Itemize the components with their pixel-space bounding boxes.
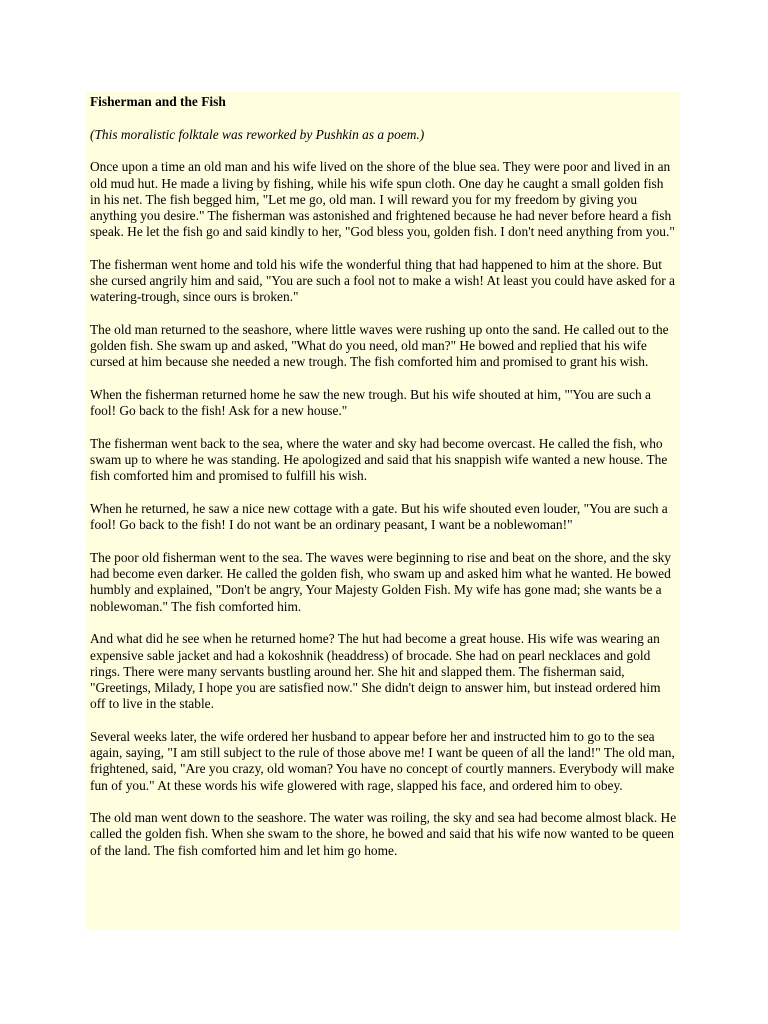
story-paragraph-8: And what did he see when he returned home? The hut had become a great house. His wife was wearing an expensive sable jacket and had a kokoshnik (headdress) of brocade. She had on pearl necklaces and gold rings. There were many servants bustling around her. She hit and slapped them. The fisherman said, "Greetings, Milady, I hope you are satisfied now." She didn't deign to answer him, but instead ordered him off to live in the stable. [90, 631, 661, 712]
story-paragraph-1: Once upon a time an old man and his wife lived on the shore of the blue sea. They were poor and lived in an old mud hut. He made a living by fishing, while his wife spun cloth. One day he caught a small golden fish in his net. The fish begged him, "Let me go, old man. I will reward you for my freedom by giving you anything you desire." The fisherman was astonished and frightened because he had never before heard a fish speak. He let the fish go and said kindly to her, "God bless you, golden fish. I don't need anything from you." [90, 159, 675, 240]
story-paragraph-6: When he returned, he saw a nice new cottage with a gate. But his wife shouted even louder, "You are such a fool! Go back to the fish! I do not want be an ordinary peasant, I want be a noblewoman!" [90, 501, 668, 533]
story-paragraph-2: The fisherman went home and told his wife the wonderful thing that had happened to him at the shore. But she cursed angrily him and said, "You are such a fool not to make a wish! At least you could have asked for a watering-trough, since ours is broken." [90, 256, 675, 305]
story-paragraph-5: The fisherman went back to the sea, where the water and sky had become overcast. He called the fish, who swam up to where he was standing. He apologized and said that his snappish wife wanted a new house. The fish comforted him and promised to fulfill his wish. [90, 436, 668, 484]
story-paragraph-4: When the fisherman returned home he saw the new trough. But his wife shouted at him, "'You are such a fool! Go back to the fish! Ask for a new house." [90, 387, 651, 419]
story-paragraph-7: The poor old fisherman went to the sea. The waves were beginning to rise and beat on the shore, and the sky had become even darker. He called the golden fish, who swam up and asked him what he wanted. He bowed humbly and explained, "Don't be angry, Your Majesty Golden Fish. My wife has gone mad; she wants be a noblewoman." The fish comforted him. [90, 550, 671, 614]
story-note: (This moralistic folktale was reworked by Pushkin as a poem.) [90, 127, 425, 143]
story-container [86, 92, 680, 930]
story-paragraph-10: The old man went down to the seashore. The water was roiling, the sky and sea had become almost black. He called the golden fish. When she swam to the shore, he bowed and said that his wife now wanted to be queen of the land. The fish comforted him and let him go home. [90, 810, 677, 858]
story-paragraph-9: Several weeks later, the wife ordered her husband to appear before her and instructed him to go to the sea again, saying, "I am still subject to the rule of those above me! I want be queen of all the land!" The old man, frightened, said, "Are you crazy, old woman? You have no concept of courtly manners. Everybody will make fun of you." At these words his wife glowered with rage, slapped his face, and ordered him to obey. [90, 728, 675, 793]
story-paragraph-3: The old man returned to the seashore, where little waves were rushing up onto the sand. He called out to the golden fish. She swam up and asked, "What do you need, old man?" He bowed and replied that his wife cursed at him because she needed a new trough. The fish comforted him and promised to grant his wish. [90, 322, 669, 370]
story-title: Fisherman and the Fish [90, 94, 226, 109]
